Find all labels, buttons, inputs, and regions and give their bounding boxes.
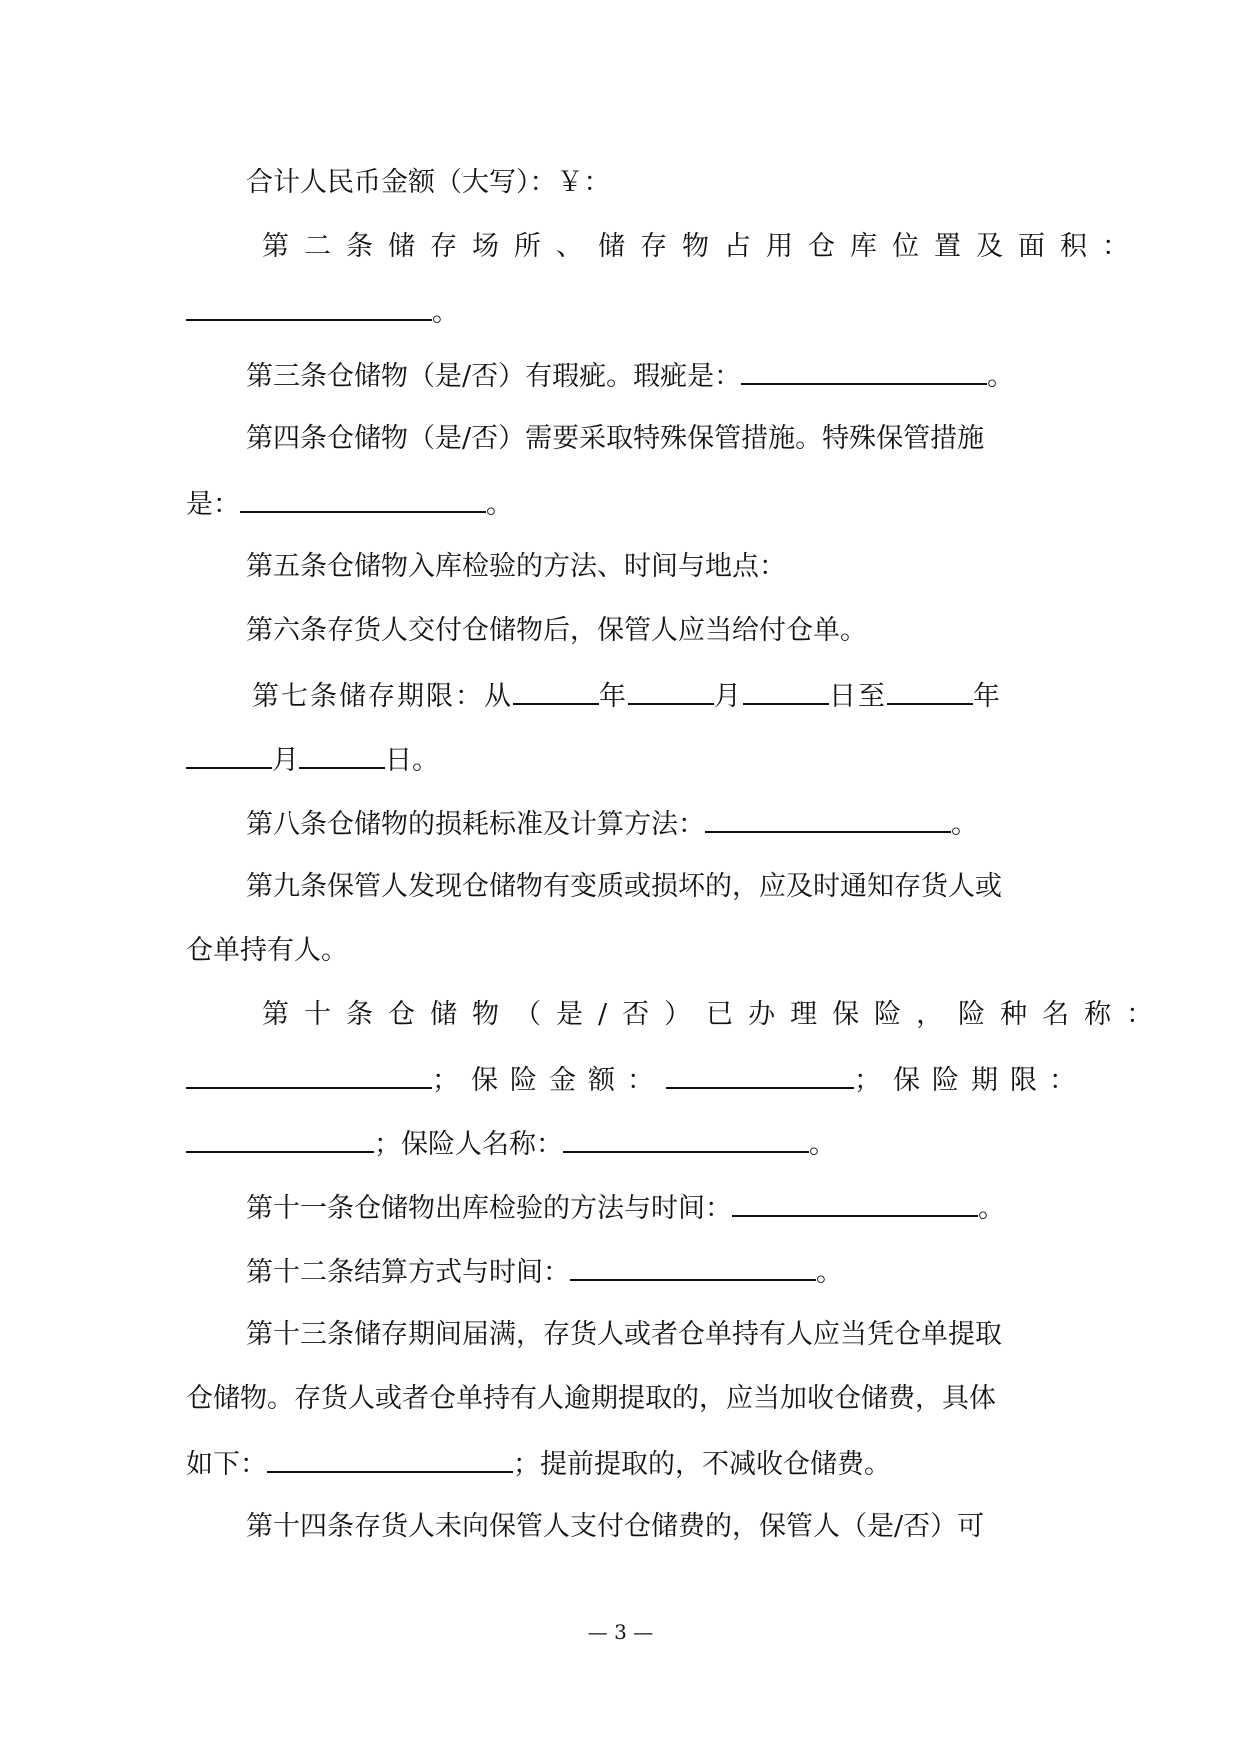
fill-blank-insurance-type[interactable] (186, 1061, 432, 1089)
text: ；保险期限： (854, 1065, 1088, 1096)
clause-10-continued (186, 1061, 1088, 1097)
clause-10-continued-2 (186, 1125, 836, 1161)
fill-blank-insurance-period[interactable] (186, 1125, 374, 1153)
clause-total-amount (246, 165, 611, 201)
clause-13 (246, 1317, 1002, 1353)
text: 年 (973, 681, 1002, 712)
text: ；提前提取的，不减收仓储费。 (513, 1449, 891, 1480)
clause-5 (246, 549, 786, 585)
text: 第十条仓储物（是/否）已办理保险，险种名称： (262, 999, 1169, 1030)
clause-7-continued (186, 741, 439, 777)
text: 第六条存货人交付仓储物后，保管人应当给付仓单。 (246, 615, 867, 646)
text: 第四条仓储物（是/否）需要采取特殊保管措施。特殊保管措施 (246, 423, 985, 454)
text: 第十四条存货人未向保管人支付仓储费的，保管人（是/否）可 (246, 1511, 985, 1542)
text: 。 (978, 1193, 1005, 1224)
clause-3 (246, 357, 1014, 393)
text: 第九条保管人发现仓储物有变质或损坏的，应及时通知存货人或 (246, 871, 1002, 902)
text: 如下： (186, 1449, 267, 1480)
text: 第八条仓储物的损耗标准及计算方法： (246, 809, 705, 840)
text: 日。 (385, 745, 439, 776)
clause-6 (246, 613, 867, 649)
fill-blank[interactable] (705, 805, 951, 833)
clause-13-continued-2 (186, 1445, 891, 1481)
fill-blank[interactable] (240, 485, 486, 513)
text: 。 (486, 489, 513, 520)
clause-14 (246, 1509, 984, 1545)
text: 第五条仓储物入库检验的方法、时间与地点： (246, 551, 786, 582)
clause-13-continued (186, 1381, 996, 1417)
fill-blank[interactable] (741, 357, 987, 385)
clause-7 (252, 677, 1002, 713)
text: 是： (186, 489, 240, 520)
text: 。 (951, 809, 978, 840)
clause-4-continued (186, 485, 513, 521)
text: 年 (599, 681, 628, 712)
text: 仓单持有人。 (186, 935, 348, 966)
clause-8 (246, 805, 978, 841)
text: 第三条仓储物（是/否）有瑕疵。瑕疵是： (246, 361, 742, 392)
fill-blank-insurance-amount[interactable] (666, 1061, 854, 1089)
text: 第十二条结算方式与时间： (246, 1257, 570, 1288)
fill-blank-day[interactable] (743, 677, 829, 705)
clause-2 (262, 229, 1144, 265)
fill-blank-year[interactable] (887, 677, 973, 705)
text: 仓储物。存货人或者仓单持有人逾期提取的，应当加收仓储费，具体 (186, 1383, 996, 1414)
text: 。 (987, 361, 1015, 392)
clause-4 (246, 421, 984, 457)
text: 。 (432, 297, 459, 328)
page-number: — 3 — (587, 1620, 654, 1644)
clause-11 (246, 1189, 1005, 1225)
text: 第七条储存期限：从 (252, 681, 513, 712)
fill-blank-year[interactable] (513, 677, 599, 705)
clause-9 (246, 869, 1002, 905)
text: 月 (272, 745, 299, 776)
clause-12 (246, 1253, 843, 1289)
clause-9-continued (186, 933, 348, 969)
text: 第二条储存场所、储存物占用仓库位置及面积： (262, 231, 1144, 262)
fill-blank[interactable] (570, 1253, 816, 1281)
fill-blank-month[interactable] (628, 677, 714, 705)
text: 月 (714, 681, 743, 712)
text: ；保险人名称： (374, 1129, 563, 1160)
fill-blank[interactable] (732, 1189, 978, 1217)
text: 合计人民币金额（大写）：￥： (246, 167, 611, 198)
fill-blank-insurer-name[interactable] (563, 1125, 809, 1153)
fill-blank[interactable] (267, 1445, 513, 1473)
clause-10 (262, 997, 1168, 1033)
text: 日至 (829, 681, 887, 712)
text: 。 (809, 1129, 836, 1160)
fill-blank-month[interactable] (186, 741, 272, 769)
text: 。 (816, 1257, 843, 1288)
fill-blank[interactable] (186, 293, 432, 321)
fill-blank-day[interactable] (299, 741, 385, 769)
text: 第十三条储存期间届满，存货人或者仓单持有人应当凭仓单提取 (246, 1319, 1002, 1350)
clause-2-continued (186, 293, 459, 329)
text: ；保险金额： (432, 1065, 666, 1096)
text: 第十一条仓储物出库检验的方法与时间： (246, 1193, 732, 1224)
